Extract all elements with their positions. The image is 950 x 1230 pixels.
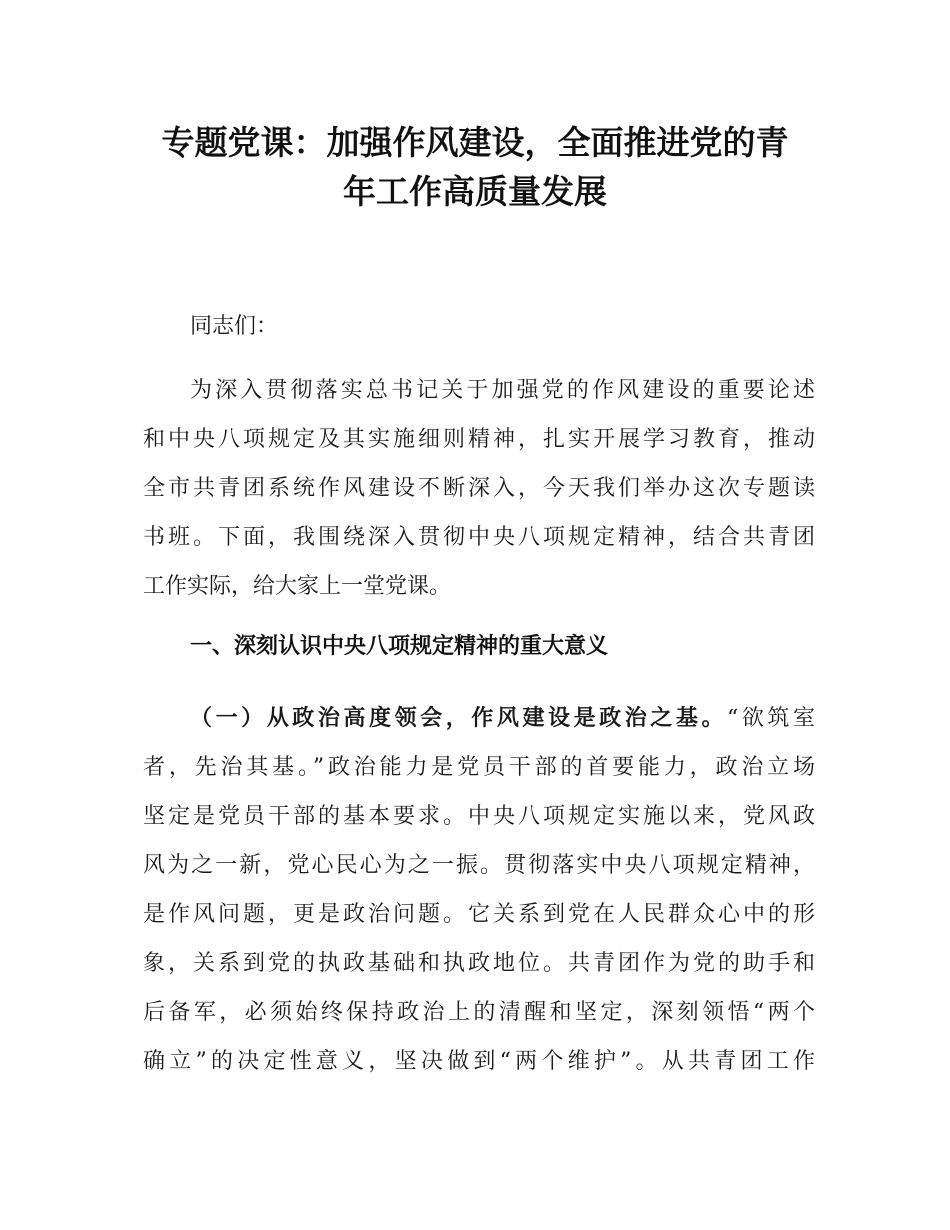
paragraph-subsection-1 xyxy=(143,694,815,1086)
title-line-1: 专题党课：加强作风建设，全面推进党的青 xyxy=(161,123,789,162)
greeting: 同志们： xyxy=(190,314,279,339)
paragraph-line: 是作风问题，更是政治问题。它关系到党在人民群众心中的形 xyxy=(143,902,815,927)
paragraph-line: 后备军，必须始终保持政治上的清醒和坚定，深刻领悟“两个 xyxy=(143,1000,815,1025)
subsection-lead: （一）从政治高度领会，作风建设是政治之基。 xyxy=(190,706,728,731)
section-heading-1: 一、深刻认识中央八项规定精神的重大意义 xyxy=(190,634,609,659)
paragraph-line: 确立”的决定性意义，坚决做到“两个维护”。从共青团工作 xyxy=(143,1049,815,1074)
paragraph-intro xyxy=(143,366,815,611)
paragraph-line: 象，关系到党的执政基础和执政地位。共青团作为党的助手和 xyxy=(143,951,815,976)
paragraph-line: 者，先治其基。”政治能力是党员干部的首要能力，政治立场 xyxy=(143,755,815,780)
document-title xyxy=(0,118,950,216)
paragraph-line: 坚定是党员干部的基本要求。中央八项规定实施以来，党风政 xyxy=(143,804,815,829)
paragraph-line: 全市共青团系统作风建设不断深入，今天我们举办这次专题读 xyxy=(143,476,815,501)
title-line-2: 年工作高质量发展 xyxy=(343,172,607,211)
paragraph-line: 风为之一新，党心民心为之一振。贯彻落实中央八项规定精神， xyxy=(143,853,815,878)
paragraph-line: 为深入贯彻落实总书记关于加强党的作风建设的重要论述 xyxy=(190,378,815,403)
paragraph-line: 工作实际，给大家上一堂党课。 xyxy=(143,574,452,599)
paragraph-line-rest: “欲筑室 xyxy=(727,706,815,731)
paragraph-line: 书班。下面，我围绕深入贯彻中央八项规定精神，结合共青团 xyxy=(143,525,815,550)
paragraph-line xyxy=(143,694,815,743)
paragraph-line: 和中央八项规定及其实施细则精神，扎实开展学习教育，推动 xyxy=(143,427,815,452)
